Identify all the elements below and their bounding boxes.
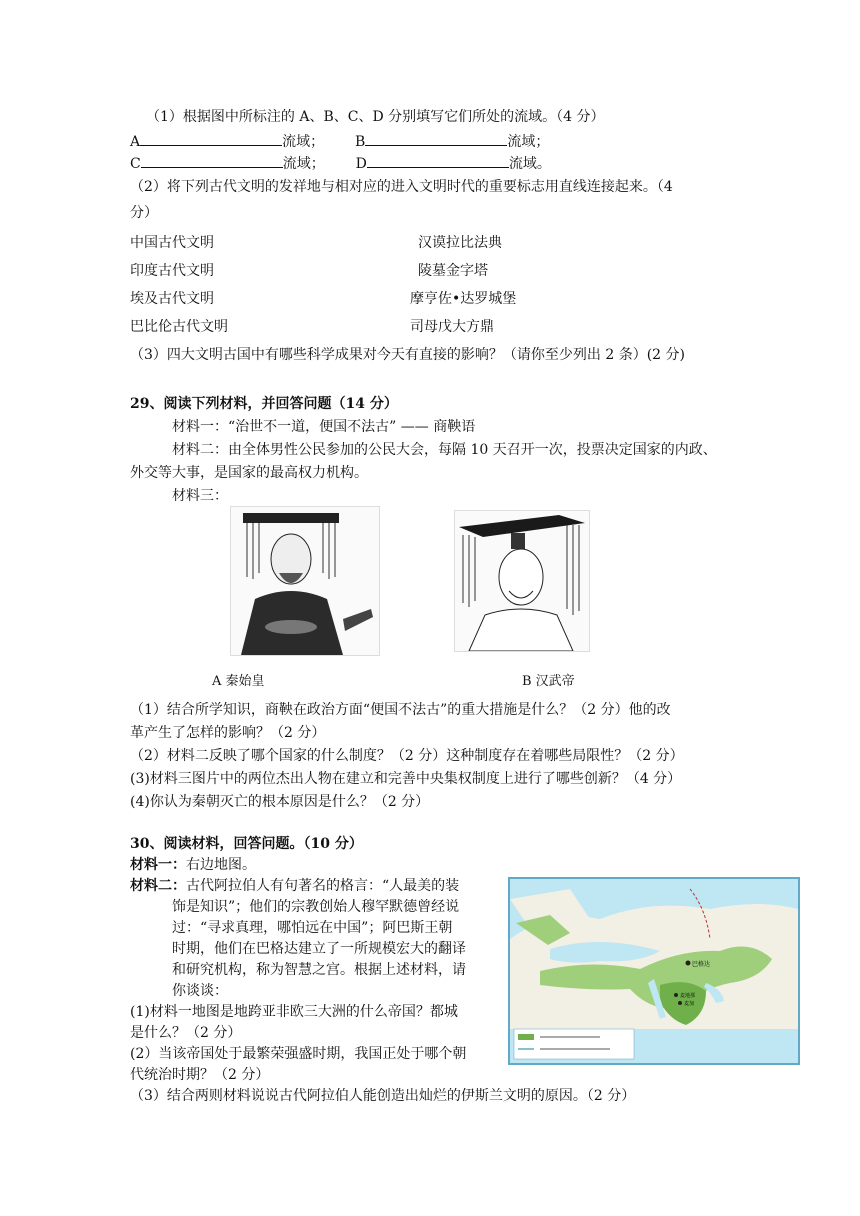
q29-material2-line1: 材料二：由全体男性公民参加的公民大会，每隔 10 天召开一次，投票决定国家的内政、 xyxy=(172,442,717,458)
blank-a-label: A xyxy=(130,134,141,150)
symbol-item: 汉谟拉比法典 xyxy=(418,235,502,251)
q29-material3-label: 材料三： xyxy=(172,488,228,504)
q29-title: 29、阅读下列材料，并回答问题（14 分） xyxy=(130,396,398,412)
caption-han-wudi: B 汉武帝 xyxy=(522,674,575,689)
q29-question1-line2: 革产生了怎样的影响？（2 分） xyxy=(130,725,326,741)
q30-title: 30、阅读材料，回答问题。（10 分） xyxy=(130,836,363,852)
blank-d-input[interactable] xyxy=(367,153,509,168)
q30-question2-line2: 代统治时期？（2 分） xyxy=(130,1067,270,1083)
han-wudi-portrait xyxy=(454,510,590,652)
blank-b-label: B xyxy=(355,134,366,150)
q30-material2-line1 xyxy=(130,876,459,896)
q28-part2-line2: 分） xyxy=(130,205,158,221)
q30-question1-line2: 是什么？（2 分） xyxy=(130,1025,242,1041)
blank-c-suffix: 流域； xyxy=(282,156,325,172)
q30-material2-label: 材料二： xyxy=(130,878,186,894)
q30-material1-label: 材料一： xyxy=(130,857,186,873)
q29-question1-line1: （1）结合所学知识，商鞅在政治方面“便国不法古”的重大措施是什么？（2 分）他的改 xyxy=(130,702,671,718)
q28-part1: （1）根据图中所标注的 A、B、C、D 分别填写它们所处的流域。（4 分） xyxy=(146,109,605,125)
q30-material2-line4: 时期，他们在巴格达建立了一所规模宏大的翻译 xyxy=(172,941,466,957)
q30-material2-line5: 和研究机构，称为智慧之宫。根据上述材料，请 xyxy=(172,962,466,978)
q30-material2-text: 古代阿拉伯人有句著名的格言：“人最美的装 xyxy=(186,878,460,894)
blank-a-input[interactable] xyxy=(140,131,282,146)
symbol-item: 司母戊大方鼎 xyxy=(410,319,494,335)
symbol-item: 摩亨佐•达罗城堡 xyxy=(410,291,517,307)
blank-c-input[interactable] xyxy=(141,153,283,168)
q30-material2-line6: 你谈谈： xyxy=(172,983,228,999)
q28-blank-row-1 xyxy=(130,131,549,152)
blank-b-input[interactable] xyxy=(365,131,507,146)
civilization-item: 埃及古代文明 xyxy=(130,291,214,307)
q28-part3: （3）四大文明古国中有哪些科学成果对今天有直接的影响？（请你至少列出 2 条）(2 分) xyxy=(130,347,685,363)
q30-material2-line3: 过：“寻求真理，哪怕远在中国”；阿巴斯王朝 xyxy=(172,920,453,936)
q29-question3: (3)材料三图片中的两位杰出人物在建立和完善中央集权制度上进行了哪些创新？（4 分） xyxy=(130,771,682,787)
map-label-mecca: 麦加 xyxy=(684,1001,695,1007)
caption-qin-shihuang: A 秦始皇 xyxy=(212,674,265,689)
map-label-medina: 麦地那 xyxy=(680,993,696,999)
q30-question3: （3）结合两则材料说说古代阿拉伯人能创造出灿烂的伊斯兰文明的原因。（2 分） xyxy=(130,1088,636,1104)
arab-empire-map xyxy=(508,877,800,1065)
q30-material2-line2: 饰是知识”；他们的宗教创始人穆罕默德曾经说 xyxy=(172,899,460,915)
q30-question1-line1: (1)材料一地图是地跨亚非欧三大洲的什么帝国？都城 xyxy=(130,1004,458,1020)
q29-question2: （2）材料二反映了哪个国家的什么制度？（2 分）这种制度存在着哪些局限性？（2 分） xyxy=(130,748,684,764)
qin-shihuang-portrait xyxy=(230,506,380,656)
q28-blank-row-2 xyxy=(130,153,551,174)
civilization-item: 巴比伦古代文明 xyxy=(130,319,228,335)
symbol-item: 陵墓金字塔 xyxy=(418,263,488,279)
q30-material1-text: 右边地图。 xyxy=(186,857,256,873)
map-label-baghdad: 巴格达 xyxy=(692,961,711,968)
q30-material1 xyxy=(130,855,256,875)
blank-a-suffix: 流域； xyxy=(282,134,325,150)
blank-d-suffix: 流域。 xyxy=(508,156,551,172)
q29-material1: 材料一：“治世不一道，便国不法古” —— 商鞅语 xyxy=(172,419,476,435)
q30-question2-line1: (2）当该帝国处于最繁荣强盛时期，我国正处于哪个朝 xyxy=(130,1046,467,1062)
q28-part2-line1: （2）将下列古代文明的发祥地与相对应的进入文明时代的重要标志用直线连接起来。（4 xyxy=(130,179,673,195)
civilization-item: 印度古代文明 xyxy=(130,263,214,279)
blank-b-suffix: 流域； xyxy=(507,134,550,150)
blank-d-label: D xyxy=(355,156,367,172)
civilization-item: 中国古代文明 xyxy=(130,235,214,251)
q29-question4: (4)你认为秦朝灭亡的根本原因是什么？（2 分） xyxy=(130,794,430,810)
blank-c-label: C xyxy=(130,156,141,172)
q29-material2-line2: 外交等大事，是国家的最高权力机构。 xyxy=(130,465,368,481)
